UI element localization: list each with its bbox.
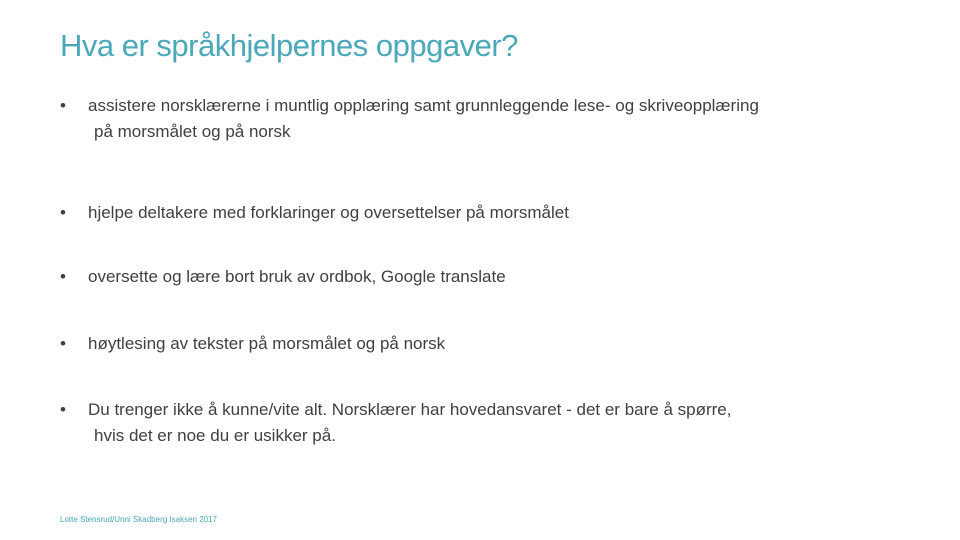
bullet-item bbox=[60, 93, 900, 145]
bullet-dot: • bbox=[60, 267, 66, 286]
slide-title: Hva er språkhjelpernes oppgaver? bbox=[60, 28, 518, 63]
bullet-item bbox=[60, 200, 900, 226]
bullet-item bbox=[60, 331, 900, 357]
bullet-item bbox=[60, 264, 900, 290]
bullet-text-continuation: på morsmålet og på norsk bbox=[94, 122, 291, 141]
bullet-text: Du trenger ikke å kunne/vite alt. Norsklærer har hovedansvaret - det er bare å spørre, bbox=[88, 400, 732, 419]
footer-credit: Lotte Stensrud/Unni Skadberg Isaksen 2017 bbox=[60, 515, 217, 524]
bullet-dot: • bbox=[60, 400, 66, 419]
bullet-dot: • bbox=[60, 334, 66, 353]
bullet-text: oversette og lære bort bruk av ordbok, Google translate bbox=[88, 267, 506, 286]
bullet-text: høytlesing av tekster på morsmålet og på norsk bbox=[88, 334, 446, 353]
bullet-text: assistere norsklærerne i muntlig opplæring samt grunnleggende lese- og skriveopplæring bbox=[88, 96, 759, 115]
bullet-dot: • bbox=[60, 96, 66, 115]
bullet-dot: • bbox=[60, 203, 66, 222]
bullet-item bbox=[60, 397, 900, 449]
bullet-text: hjelpe deltakere med forklaringer og oversettelser på morsmålet bbox=[88, 203, 569, 222]
bullet-text-continuation: hvis det er noe du er usikker på. bbox=[94, 426, 336, 445]
